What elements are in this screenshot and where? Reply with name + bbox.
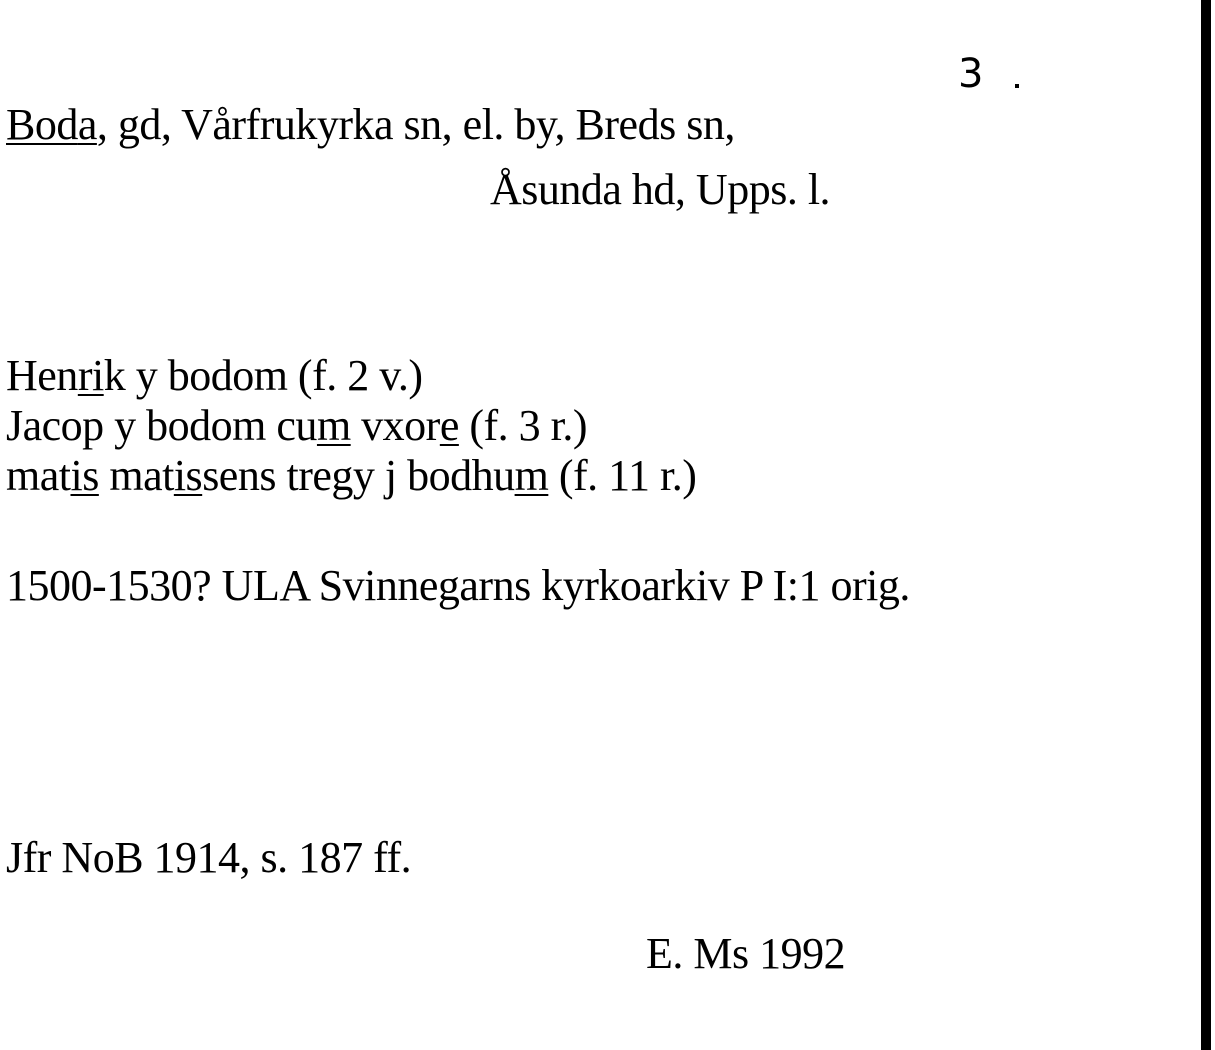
entry-2-text-a: Jacop y bodom cu <box>6 401 317 450</box>
card-edge-border <box>1201 0 1211 1050</box>
entry-1-text-a: Hen <box>6 351 78 400</box>
entry-2-text-c: (f. 3 r.) <box>458 401 588 450</box>
place-name-part-1: Bod <box>6 100 78 149</box>
entry-1-underlined-1: ri <box>77 351 104 400</box>
entry-2 <box>6 402 587 450</box>
entry-2-underlined-2: e <box>439 401 459 450</box>
entry-3-underlined-1: is <box>70 451 99 500</box>
heading-line-1-rest: , gd, Vårfrukyrka sn, el. by, Breds sn, <box>96 100 735 149</box>
entry-3-text-c: sens tregy j bodhu <box>202 451 515 500</box>
entry-3 <box>6 452 696 500</box>
entry-1 <box>6 352 423 400</box>
heading-line-1 <box>6 101 735 149</box>
entry-3-text-a: mat <box>6 451 71 500</box>
entry-3-text-b: mat <box>98 451 174 500</box>
entry-1-text-b: k y bodom (f. 2 v.) <box>103 351 423 400</box>
entry-3-text-d: (f. 11 r.) <box>548 451 697 500</box>
entry-2-text-b: vxor <box>350 401 440 450</box>
page-number: 3 <box>958 51 984 97</box>
place-name-part-2: a <box>77 100 97 149</box>
entry-2-underlined-1: m <box>316 401 351 450</box>
source-line: 1500-1530? ULA Svinnegarns kyrkoarkiv P I:1 orig. <box>6 561 910 610</box>
heading-line-2: Åsunda hd, Upps. l. <box>490 165 831 214</box>
page-number-dot <box>1015 84 1019 88</box>
entry-3-underlined-3: m <box>514 451 549 500</box>
entry-3-underlined-2: is <box>173 451 203 500</box>
signature: E. Ms 1992 <box>646 929 846 978</box>
reference-line: Jfr NoB 1914, s. 187 ff. <box>6 833 412 882</box>
